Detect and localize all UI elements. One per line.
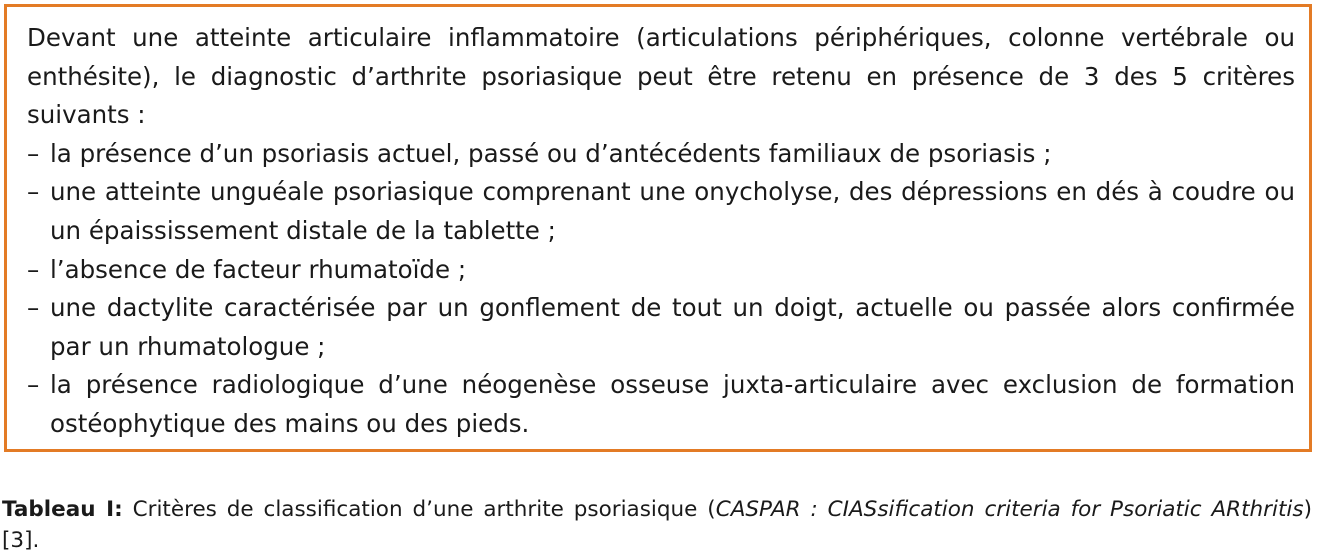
dash-bullet: – — [27, 254, 40, 284]
criteria-item-text: une atteinte unguéale psoriasique comprenant une onycholyse, des dépressions en dés à coudre ou un épaississement distale de la tablette ; — [50, 177, 1295, 245]
table-caption — [2, 494, 1312, 556]
criteria-item — [27, 173, 1295, 250]
criteria-item — [27, 289, 1295, 366]
criteria-item — [27, 251, 1295, 290]
caption-text-after: ) [3]. — [2, 497, 1312, 553]
dash-bullet: – — [27, 177, 40, 207]
criteria-item — [27, 135, 1295, 174]
dash-bullet: – — [27, 370, 40, 400]
criteria-intro: Devant une atteinte articulaire inflammatoire (articulations périphériques, colonne vertébrale ou enthésite), le diagnostic d’arthrite psoriasique peut être retenu en présence de 3 des 5 critères suivants : — [27, 23, 1295, 130]
criteria-box — [4, 4, 1312, 452]
criteria-item-text: la présence radiologique d’une néogenèse osseuse juxta-articulaire avec exclusion de formation ostéophytique des mains ou des pieds. — [50, 370, 1295, 438]
dash-bullet: – — [27, 138, 40, 168]
caption-label: Tableau I: — [2, 497, 123, 522]
criteria-item — [27, 366, 1295, 443]
criteria-item-text: l’absence de facteur rhumatoïde ; — [50, 254, 467, 284]
caption-text-before: Critères de classification d’une arthrite psoriasique ( — [122, 497, 716, 522]
criteria-item-text: une dactylite caractérisée par un gonflement de tout un doigt, actuelle ou passée alors confirmée par un rhumatologue ; — [50, 293, 1295, 361]
dash-bullet: – — [27, 293, 40, 323]
caption-italic: CASPAR : CIASsification criteria for Psoriatic ARthritis — [715, 497, 1304, 522]
criteria-item-text: la présence d’un psoriasis actuel, passé ou d’antécédents familiaux de psoriasis ; — [50, 138, 1052, 168]
